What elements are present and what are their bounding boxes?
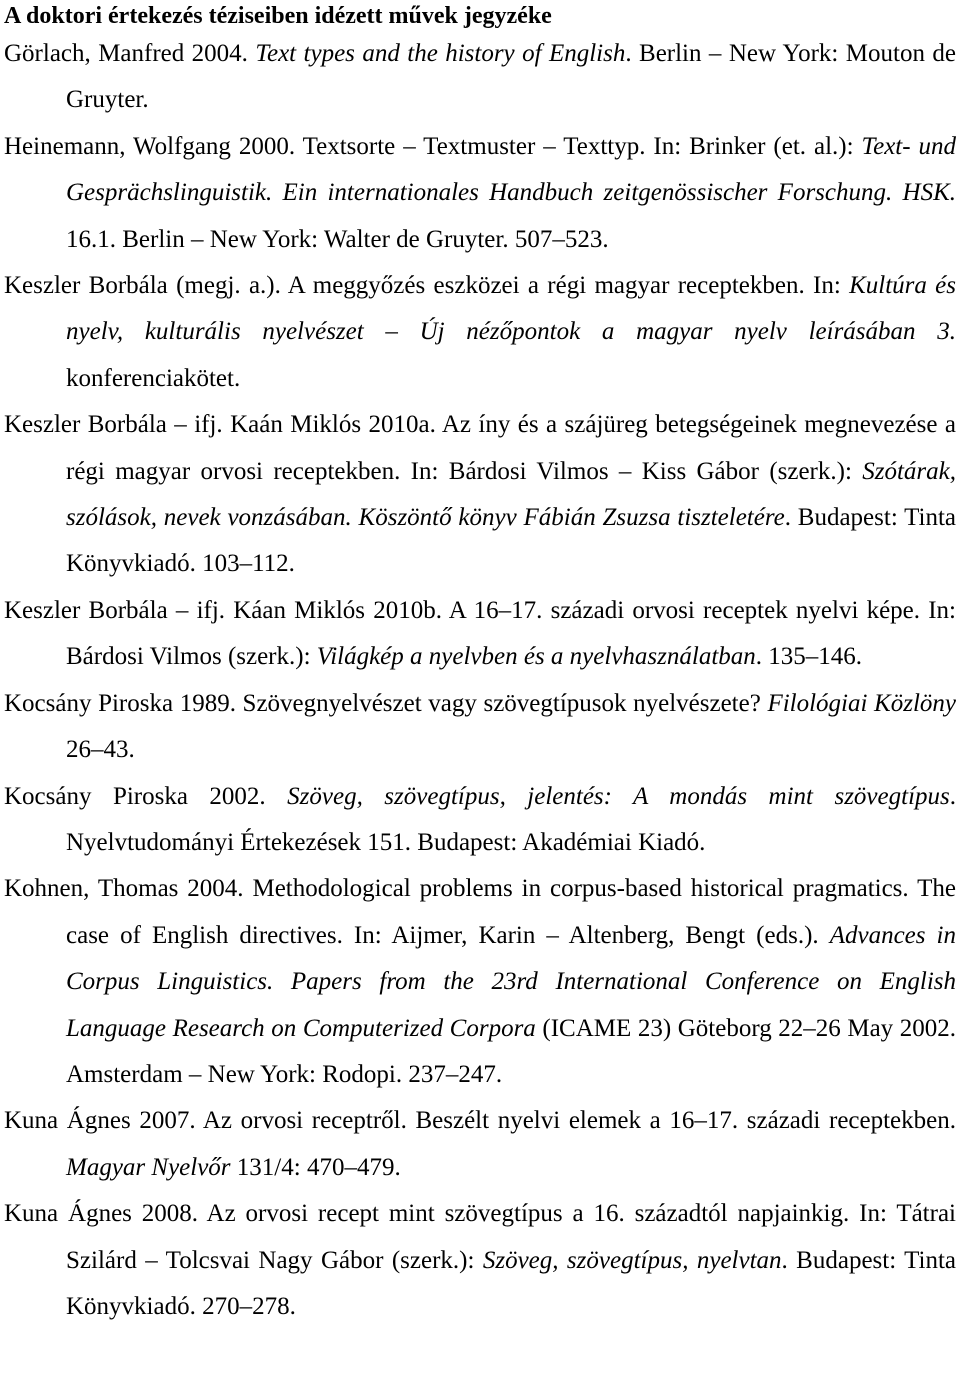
reference-text: Keszler Borbála (megj. a.). A meggyőzés eszközei a régi magyar receptekben. In: [4,272,850,300]
document-page [0,1,960,1380]
reference-italic-text: Világkép a nyelvben és a nyelvhasználatban [316,643,756,671]
reference-text: Görlach, Manfred 2004. [4,40,256,67]
reference-text: Kocsány Piroska 2002. [4,782,288,810]
reference-italic-text: Advances in Corpus Linguistics. Papers from the 23rd International Conference on English Language Research on Computerized Corpora [66,921,956,1042]
reference-italic-text: Kultúra és nyelv, kulturális nyelvészet – Új nézőpontok a magyar nyelv leírásában 3. [66,272,956,346]
reference-text: . Budapest: Tinta Könyvkiadó. 103–112. [66,504,956,578]
reference-text: Kocsány Piroska 1989. Szövegnyelvészet vagy szövegtípusok nyelvészete? [4,689,768,717]
reference-italic-text: Text- und Gesprächslinguistik. Ein internationales Handbuch zeitgenössischer Forschung. HSK. [66,132,956,207]
reference-text: . Budapest: Tinta Könyvkiadó. 270–278. [66,1246,957,1320]
reference-italic-text: Text types and the history of English [255,40,626,67]
reference-text: konferenciakötet. [66,364,241,392]
reference-item [4,1191,956,1330]
reference-item [4,866,956,1098]
reference-item [4,681,956,774]
reference-list [4,31,956,1330]
reference-text: Kohnen, Thomas 2004. Methodological problems in corpus-based historical pragmatics. The case of English directives. In: Aijmer, Karin – Altenberg, Bengt (eds.). [4,875,956,949]
reference-item [4,774,956,867]
reference-italic-text: Filológiai Közlöny [767,689,956,717]
reference-item [4,1098,956,1191]
reference-text: 16.1. Berlin – New York: Walter de Gruyter. 507–523. [66,225,609,253]
reference-text: Keszler Borbála – ifj. Kaán Miklós 2010a. Az íny és a szájüreg betegségeinek megnevezése a régi magyar orvosi receptekben. In: Bárdosi Vilmos – Kiss Gábor (szerk.): [4,411,956,485]
reference-item [4,263,956,402]
reference-text: 131/4: 470–479. [230,1153,401,1181]
reference-item [4,588,956,681]
reference-text: . Berlin – New York: Mouton de Gruyter. [66,40,956,114]
reference-text: . 135–146. [755,643,863,671]
reference-italic-text: Szöveg, szövegtípus, nyelvtan [482,1246,782,1274]
reference-text: (ICAME 23) Göteborg 22–26 May 2002. Amsterdam – New York: Rodopi. 237–247. [66,1014,956,1088]
reference-text: 26–43. [66,736,135,764]
reference-italic-text: Szöveg, szövegtípus, jelentés: A mondás mint szövegtípus [287,782,950,810]
page-title: A doktori értekezés téziseiben idézett művek jegyzéke [4,3,552,29]
reference-item [4,402,956,588]
reference-italic-text: Szótárak, szólások, nevek vonzásában. Köszöntő könyv Fábián Zsuzsa tiszteletére [66,457,956,532]
reference-text: . Nyelvtudományi Értekezések 151. Budapest: Akadémiai Kiadó. [66,782,956,856]
reference-text: Heinemann, Wolfgang 2000. Textsorte – Textmuster – Texttyp. In: Brinker (et. al.): [4,132,862,160]
reference-text: Keszler Borbála – ifj. Káan Miklós 2010b. A 16–17. századi orvosi receptek nyelvi képe. In: Bárdosi Vilmos (szerk.): [4,596,956,671]
reference-item [4,124,956,263]
reference-italic-text: Magyar Nyelvőr [66,1153,231,1181]
reference-text: Kuna Ágnes 2007. Az orvosi receptről. Beszélt nyelvi elemek a 16–17. századi receptekben. [4,1107,956,1135]
reference-text: Kuna Ágnes 2008. Az orvosi recept mint szövegtípus a 16. századtól napjainkig. In: Tátrai Szilárd – Tolcsvai Nagy Gábor (szerk.): [4,1200,956,1274]
reference-item [4,31,956,124]
